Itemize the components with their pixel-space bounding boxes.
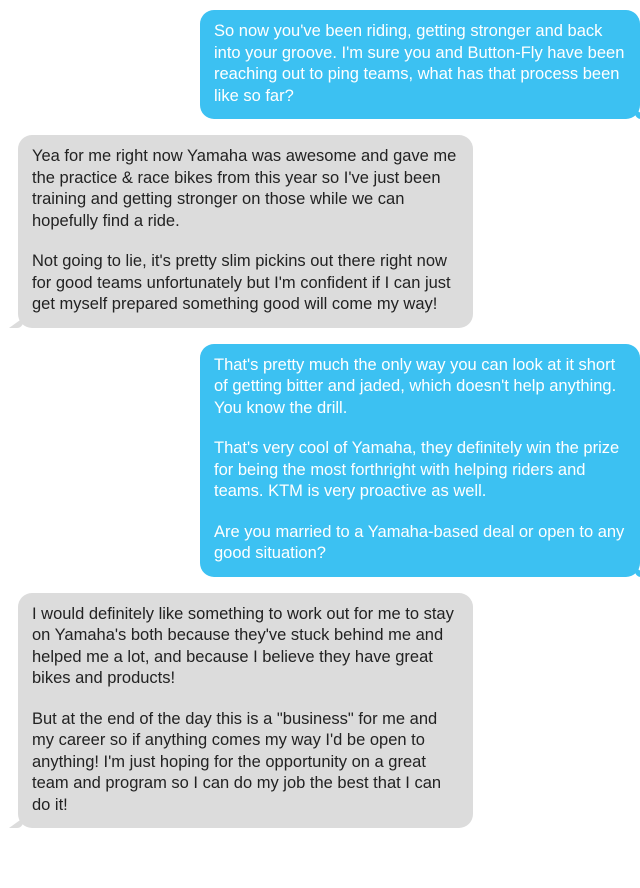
message-paragraph: But at the end of the day this is a "business" for me and my career so if anything comes my way I'd be open to anything! I'm just hoping for the opportunity on a great team and program so I can do my job the best that I can do it! <box>32 709 442 814</box>
message-paragraph: Are you married to a Yamaha-based deal or open to any good situation? <box>214 522 625 562</box>
message-paragraph: That's very cool of Yamaha, they definitely win the prize for being the most forthright with helping riders and teams. KTM is very proactive as well. <box>214 439 620 500</box>
outgoing-message-bubble[interactable] <box>200 344 640 577</box>
incoming-message-bubble[interactable] <box>18 135 473 328</box>
message-paragraph: Not going to lie, it's pretty slim pickins out there right now for good teams unfortunately but I'm confident if I can just get myself prepared something good will come my way! <box>32 252 451 313</box>
message-row <box>0 10 640 119</box>
message-row <box>0 344 640 577</box>
message-row <box>0 593 640 829</box>
incoming-message-bubble[interactable] <box>18 593 473 829</box>
outgoing-message-bubble[interactable] <box>200 10 640 119</box>
message-row <box>0 135 640 328</box>
message-paragraph: Yea for me right now Yamaha was awesome and gave me the practice & race bikes from this year so I've just been training and getting stronger on those while we can hopefully find a ride. <box>32 147 457 230</box>
message-paragraph: So now you've been riding, getting stronger and back into your groove. I'm sure you and Button-Fly have been reaching out to ping teams, what has that process been like so far? <box>214 22 625 105</box>
message-paragraph: That's pretty much the only way you can look at it short of getting bitter and jaded, which doesn't help anything. You know the drill. <box>214 355 617 417</box>
message-paragraph: I would definitely like something to work out for me to stay on Yamaha's both because they've stuck behind me and helped me a lot, and because I believe they have great bikes and products! <box>32 604 454 687</box>
